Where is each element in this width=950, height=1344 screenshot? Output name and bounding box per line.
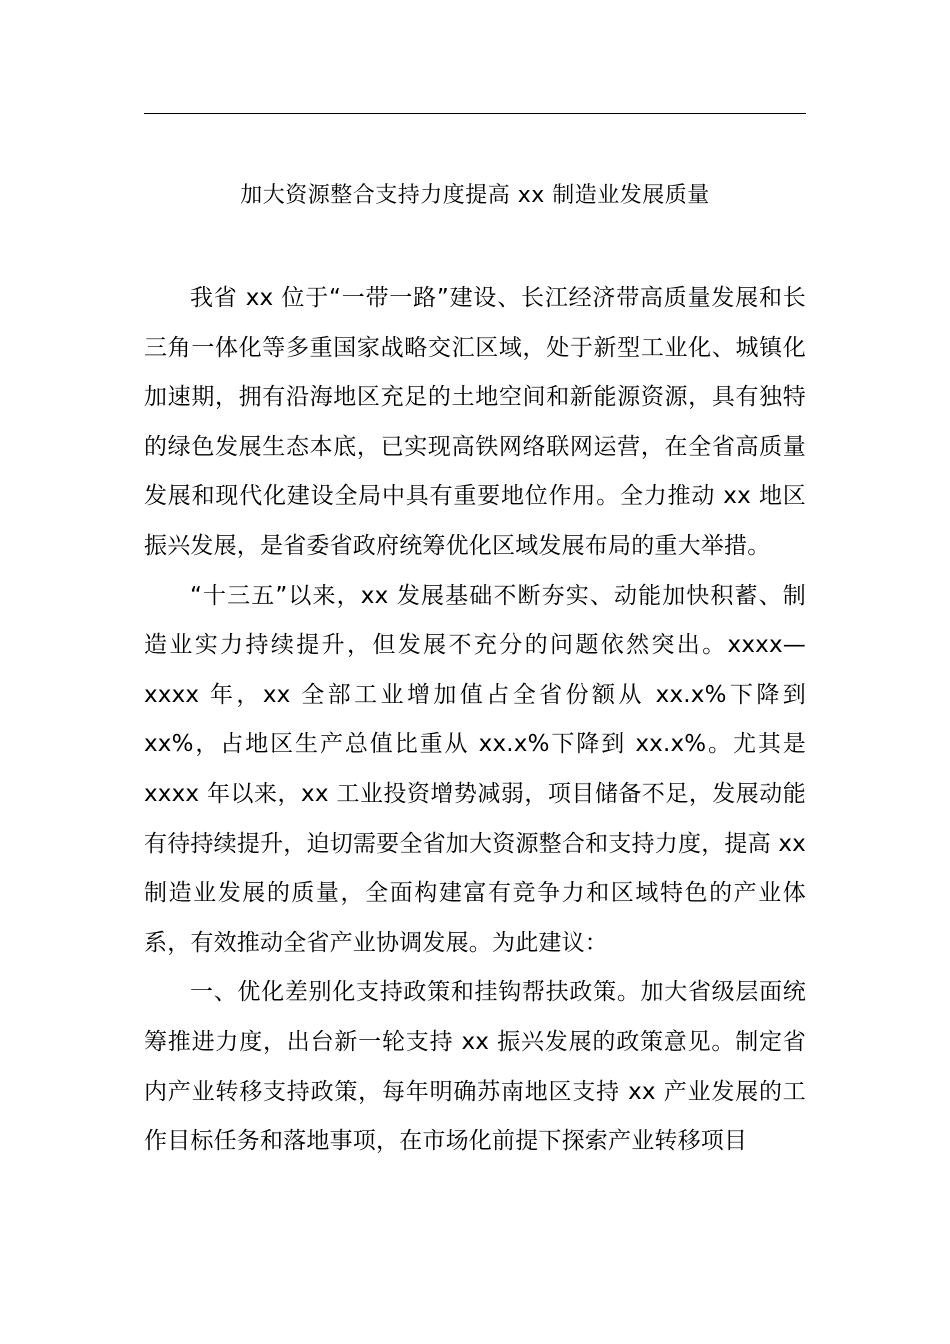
header-rule — [144, 113, 806, 114]
paragraph-3: 一、优化差别化支持政策和挂钩帮扶政策。加大省级层面统筹推进力度，出台新一轮支持 xx 振兴发展的政策意见。制定省内产业转移支持政策，每年明确苏南地区支持 xx 产业发展的工作目标任务和落地事项，在市场化前提下探索产业转移项目 — [144, 979, 806, 1155]
paragraph-2: “十三五”以来，xx 发展基础不断夯实、动能加快积蓄、制造业实力持续提升，但发展不充分的问题依然突出。xxxx—xxxx 年，xx 全部工业增加值占全省份额从 xx.x%下降到 xx%，占地区生产总值比重从 xx.x%下降到 xx.x%。尤其是 xxxx 年以来，xx 工业投资增势减弱，项目储备不足，发展动能有待持续提升，迫切需要全省加大资源整合和支持力度，提高 xx 制造业发展的质量，全面构建富有竞争力和区域特色的产业体系，有效推动全省产业协调发展。为此建议： — [144, 582, 806, 956]
document-body — [144, 274, 806, 1167]
paragraph-1: 我省 xx 位于“一带一路”建设、长江经济带高质量发展和长三角一体化等多重国家战略交汇区域，处于新型工业化、城镇化加速期，拥有沿海地区充足的土地空间和新能源资源，具有独特的绿色发展生态本底，已实现高铁网络联网运营，在全省高质量发展和现代化建设全局中具有重要地位作用。全力推动 xx 地区振兴发展，是省委省政府统筹优化区域发展布局的重大举措。 — [144, 285, 806, 559]
document-title: 加大资源整合支持力度提高 xx 制造业发展质量 — [240, 183, 710, 208]
